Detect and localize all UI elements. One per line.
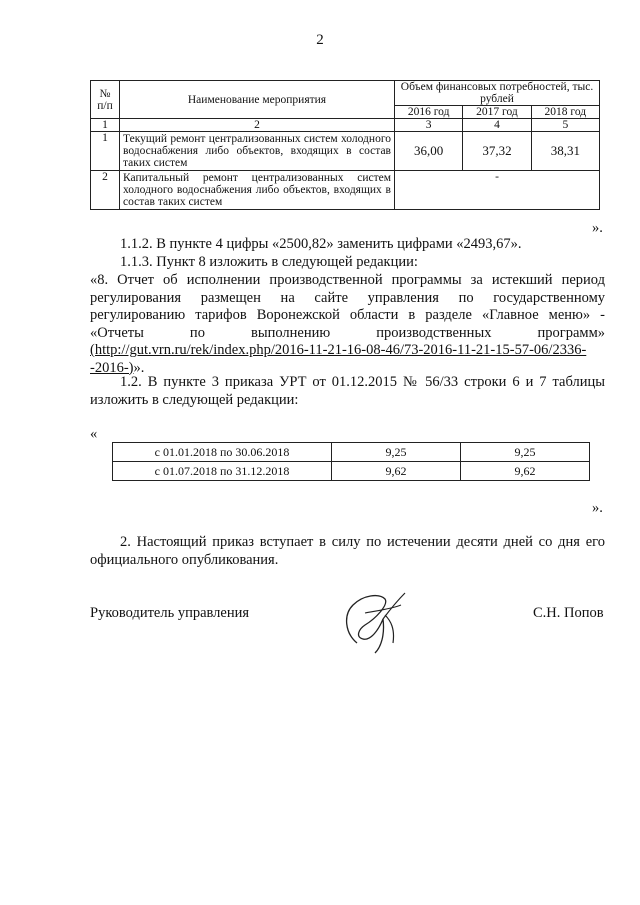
tariff-table [112, 442, 590, 481]
paragraph-8-body: «8. Отчет об исполнении производственной программы за истекший период регулирования размещен на сайте управления по государственному регулированию тарифов Воронежской области в разделе «Главное меню» - «Отчеты по выполнению производственных программ» [90, 272, 605, 341]
table-row [113, 443, 590, 462]
row-value: 9,25 [461, 443, 590, 462]
header-year: 2018 год [531, 106, 599, 119]
row-value: 9,25 [332, 443, 461, 462]
row-name: Капитальный ремонт централизованных систем холодного водоснабжения либо объектов, входящих в состав таких систем [120, 171, 395, 210]
report-link[interactable]: (http://gut.vrn.ru/rek/index.php/2016-11-21-16-08-46/73-2016-11-21-15-57-06/2336--2016-) [90, 342, 587, 376]
table-header-row [91, 81, 600, 106]
closing-quote: ». [592, 220, 603, 236]
col-number: 1 [91, 119, 120, 132]
handwritten-signature [335, 585, 415, 657]
header-volume: Объем финансовых потребностей, тыс. рублей [395, 81, 600, 106]
header-year: 2017 год [463, 106, 531, 119]
row-value: 38,31 [531, 132, 599, 171]
table-row [91, 171, 600, 210]
open-quote: « [90, 426, 98, 442]
table-row [91, 132, 600, 171]
financial-needs-table [90, 80, 600, 210]
paragraph-8-end: ». [133, 359, 145, 376]
row-value: 9,62 [461, 462, 590, 481]
row-value: 36,00 [395, 132, 463, 171]
row-value: 37,32 [463, 132, 531, 171]
table-colnum-row [91, 119, 600, 132]
col-number: 4 [463, 119, 531, 132]
header-name: Наименование мероприятия [120, 81, 395, 119]
row-merged-value: - [395, 171, 600, 210]
row-num: 1 [91, 132, 120, 171]
paragraph-2: 2. Настоящий приказ вступает в силу по истечении десяти дней со дня его официального опубликования. [90, 534, 605, 568]
close-quote: ». [592, 500, 603, 516]
paragraph-1-2: 1.2. В пункте 3 приказа УРТ от 01.12.2015 № 56/33 строки 6 и 7 таблицы изложить в следующей редакции: [90, 374, 605, 408]
paragraph-8-text [90, 272, 605, 377]
row-num: 2 [91, 171, 120, 210]
header-num: № п/п [91, 81, 120, 119]
col-number: 2 [120, 119, 395, 132]
signature-position: Руководитель управления [90, 605, 250, 621]
page-number: 2 [316, 32, 324, 48]
row-period: с 01.07.2018 по 31.12.2018 [113, 462, 332, 481]
paragraph-1-1-3: 1.1.3. Пункт 8 изложить в следующей редакции: [120, 254, 418, 270]
header-year: 2016 год [395, 106, 463, 119]
table-row [113, 462, 590, 481]
col-number: 3 [395, 119, 463, 132]
row-name: Текущий ремонт централизованных систем холодного водоснабжения либо объектов, входящих в состав таких систем [120, 132, 395, 171]
row-period: с 01.01.2018 по 30.06.2018 [113, 443, 332, 462]
paragraph-1-1-2: 1.1.2. В пункте 4 цифры «2500,82» заменить цифрами «2493,67». [120, 236, 522, 252]
row-value: 9,62 [332, 462, 461, 481]
col-number: 5 [531, 119, 599, 132]
signature-name: С.Н. Попов [533, 605, 604, 621]
